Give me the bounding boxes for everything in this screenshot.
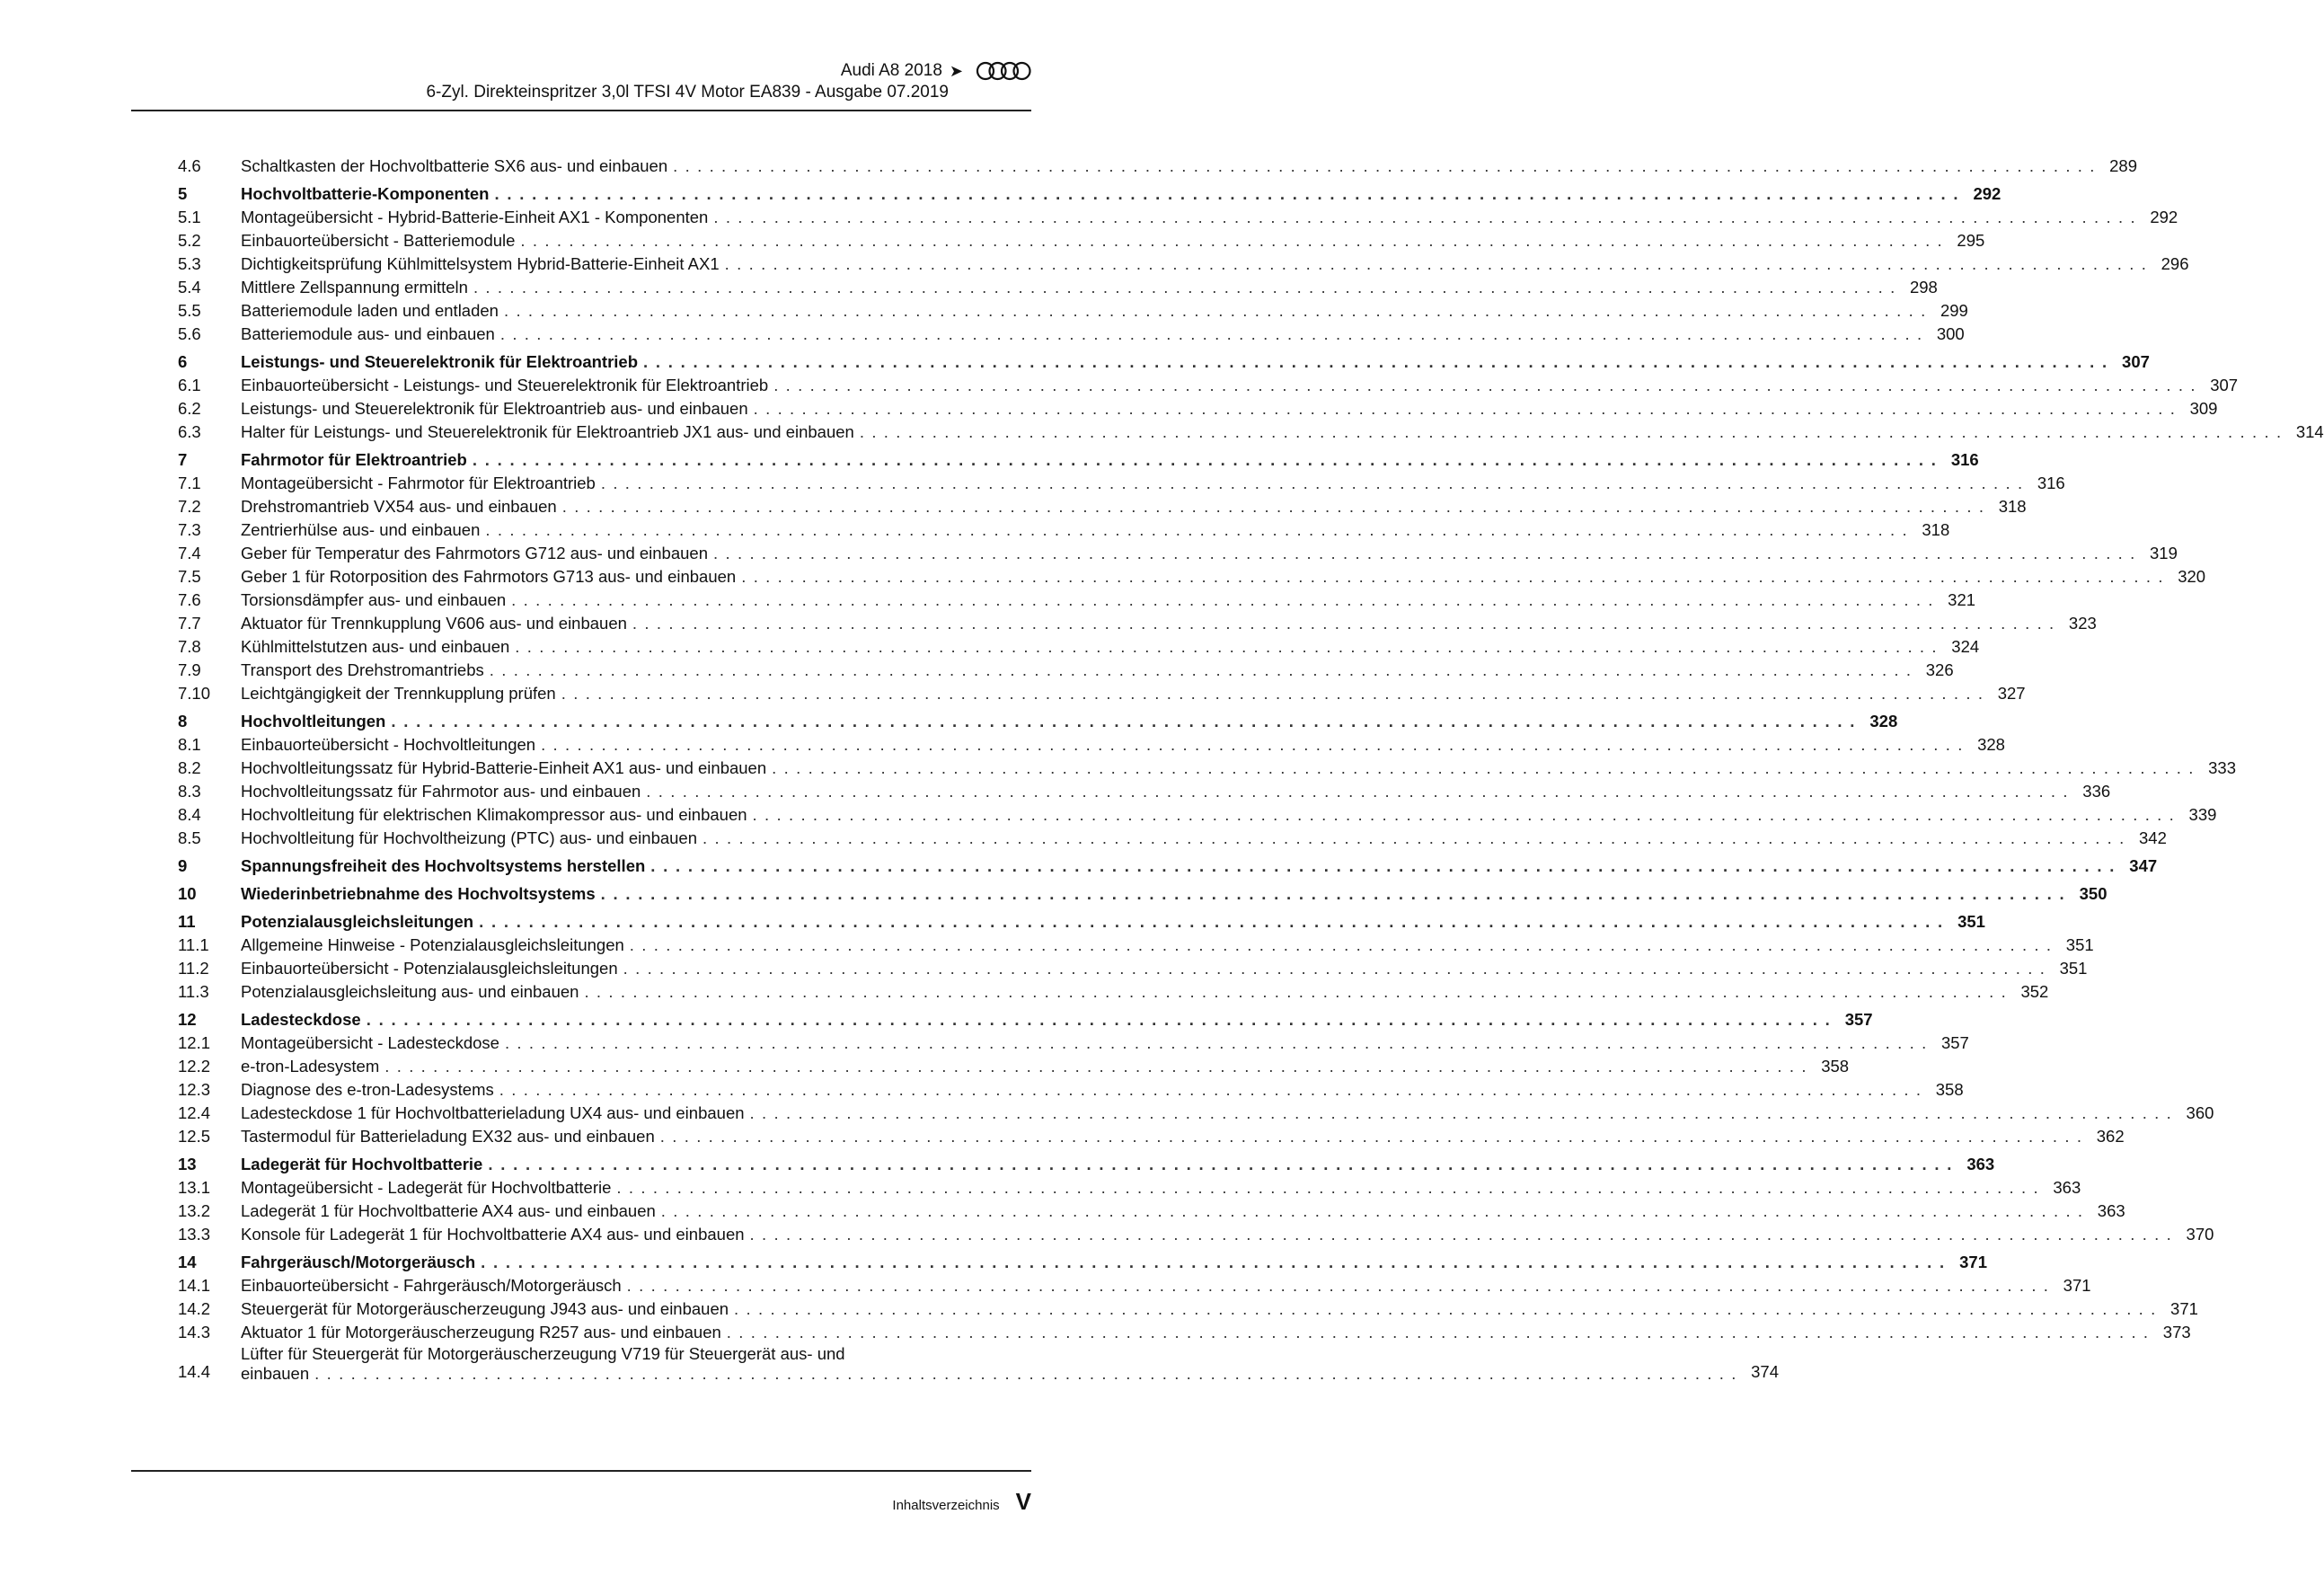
dot-leader — [499, 299, 1932, 323]
toc-entry-row[interactable] — [178, 1031, 1969, 1055]
toc-entry-page: 374 — [1751, 1362, 1780, 1381]
toc-entry-number: 6.3 — [178, 422, 201, 441]
toc-entry-title: Geber 1 für Rotorposition des Fahrmotors G713 aus- und einbauen — [241, 567, 737, 586]
toc-entry-row[interactable] — [178, 827, 2167, 850]
toc-entry-page: 307 — [2210, 376, 2239, 394]
toc-entry-page: 336 — [2082, 782, 2111, 801]
toc-entry-row[interactable] — [178, 934, 2094, 957]
toc-entry-row[interactable] — [178, 682, 2026, 705]
dot-leader — [535, 733, 1969, 757]
toc-entry-number: 10 — [178, 884, 197, 903]
dot-leader — [309, 1364, 1743, 1384]
toc-entry-page: 316 — [2037, 474, 2065, 492]
page-header — [426, 59, 1031, 104]
toc-entry-title: Hochvoltleitung für Hochvoltheizung (PTC) aus- und einbauen — [241, 828, 698, 847]
toc-entry-number: 12 — [178, 1010, 197, 1029]
toc-entry-number: 14.4 — [178, 1362, 211, 1381]
dot-leader — [656, 1200, 2090, 1223]
dot-leader — [697, 827, 2131, 850]
toc-entry-page: 298 — [1909, 278, 1938, 297]
toc-entry-number: 13.2 — [178, 1201, 211, 1220]
toc-entry-number: 12.3 — [178, 1080, 211, 1099]
toc-chapter-row[interactable] — [178, 854, 2158, 878]
toc-entry-page: 324 — [1951, 637, 1980, 656]
toc-entry-number: 12.4 — [178, 1103, 211, 1122]
dot-leader — [721, 1321, 2155, 1344]
toc-chapter-row[interactable] — [178, 1251, 1987, 1274]
toc-entry-page: 358 — [1935, 1080, 1964, 1099]
toc-entry-title: Halter für Leistungs- und Steuerelektronik für Elektroantrieb JX1 aus- und einbauen — [241, 422, 854, 441]
toc-entry-page: 370 — [2186, 1225, 2214, 1244]
toc-entry-page: 292 — [2150, 208, 2178, 226]
dot-leader — [475, 1251, 1951, 1274]
dot-leader — [729, 1297, 2162, 1321]
toc-entry-page: 328 — [1977, 735, 2005, 754]
toc-entry-title-continued: einbauen — [241, 1364, 310, 1383]
dot-leader — [489, 182, 1965, 206]
dot-leader — [473, 910, 1949, 934]
toc-entry-page: 350 — [2079, 884, 2108, 903]
footer-divider — [131, 1470, 1031, 1472]
dot-leader — [618, 957, 2052, 980]
toc-entry-page: 362 — [2096, 1127, 2125, 1146]
dot-leader — [854, 421, 2288, 444]
toc-entry-title: Hochvoltleitung für elektrischen Klimakompressor aus- und einbauen — [241, 805, 747, 824]
toc-entry-row[interactable] — [178, 1274, 2091, 1297]
toc-entry-title: Leistungs- und Steuerelektronik für Elektroantrieb — [241, 352, 639, 371]
toc-entry-title: Einbauorteübersicht - Potenzialausgleichsleitungen — [241, 959, 618, 978]
toc-entry-page: 360 — [2186, 1103, 2214, 1122]
toc-entry-page: 363 — [2097, 1201, 2125, 1220]
toc-entry-number: 11.2 — [178, 959, 209, 978]
toc-entry-row[interactable] — [178, 1176, 2081, 1200]
toc-chapter-row[interactable] — [178, 350, 2150, 374]
toc-entry-row[interactable] — [178, 659, 1954, 682]
toc-entry-number: 7.7 — [178, 614, 201, 633]
toc-entry-number: 5.5 — [178, 301, 201, 320]
toc-entry-row[interactable] — [178, 1125, 2125, 1148]
dot-leader — [506, 589, 1940, 612]
dot-leader — [624, 934, 2058, 957]
toc-entry-title: Ladesteckdose 1 für Hochvoltbatterieladung UX4 aus- und einbauen — [241, 1103, 745, 1122]
dot-leader — [667, 155, 2101, 178]
toc-entry-title: Einbauorteübersicht - Hochvoltleitungen — [241, 735, 536, 754]
toc-entry-title: Ladegerät 1 für Hochvoltbatterie AX4 aus- und einbauen — [241, 1201, 656, 1220]
toc-entry-title: Hochvoltleitungssatz für Hybrid-Batterie-Einheit AX1 aus- und einbauen — [241, 758, 767, 777]
toc-entry-title: Spannungsfreiheit des Hochvoltsystems herstellen — [241, 856, 646, 875]
toc-entry-page: 347 — [2129, 856, 2158, 875]
dot-leader — [509, 635, 1943, 659]
toc-entry-page: 289 — [2109, 156, 2138, 175]
toc-entry-row[interactable] — [178, 472, 2065, 495]
toc-entry-row[interactable] — [178, 1321, 2191, 1344]
dot-leader — [596, 472, 2029, 495]
toc-entry-title: Batteriemodule aus- und einbauen — [241, 324, 495, 343]
toc-entry-row[interactable] — [178, 299, 1968, 323]
dot-leader — [579, 980, 2012, 1004]
toc-entry-number: 12.2 — [178, 1057, 211, 1076]
toc-entry-number: 14.2 — [178, 1299, 211, 1318]
toc-entry-title: Fahrgeräusch/Motorgeräusch — [241, 1253, 476, 1271]
dot-leader — [467, 448, 1943, 472]
toc-entry-row[interactable] — [178, 542, 2178, 565]
toc-entry-page: 351 — [1957, 912, 1985, 931]
toc-entry-row[interactable] — [178, 757, 2237, 780]
toc-entry-row[interactable] — [178, 612, 2097, 635]
toc-entry-title: Steuergerät für Motorgeräuscherzeugung J943 aus- und einbauen — [241, 1299, 729, 1318]
header-subtitle: 6-Zyl. Direkteinspritzer 3,0l TFSI 4V Motor EA839 - Ausgabe 07.2019 — [426, 83, 949, 102]
toc-chapter-row[interactable] — [178, 710, 1898, 733]
toc-entry-row[interactable] — [178, 1102, 2214, 1125]
toc-entry-page: 357 — [1844, 1010, 1873, 1029]
toc-entry-row[interactable] — [178, 1055, 1850, 1078]
toc-entry-page: 342 — [2139, 828, 2167, 847]
dot-leader — [745, 1102, 2178, 1125]
toc-entry-number: 11.1 — [178, 935, 209, 954]
toc-entry-row[interactable] — [178, 980, 2049, 1004]
toc-entry-title: Ladesteckdose — [241, 1010, 361, 1029]
toc-entry-title: Montageübersicht - Ladegerät für Hochvoltbatterie — [241, 1178, 612, 1197]
toc-entry-number: 5.4 — [178, 278, 201, 297]
table-of-contents — [178, 155, 2324, 1384]
toc-entry-title: Geber für Temperatur des Fahrmotors G712 aus- und einbauen — [241, 544, 709, 562]
dot-leader — [645, 854, 2121, 878]
dot-leader — [495, 323, 1929, 346]
dot-leader — [468, 276, 1902, 299]
toc-entry-number: 5.6 — [178, 324, 201, 343]
section-label: Inhaltsverzeichnis — [892, 1498, 1000, 1513]
dot-leader — [499, 1031, 1933, 1055]
toc-entry-page: 373 — [2162, 1323, 2191, 1341]
toc-entry-title: Zentrierhülse aus- und einbauen — [241, 520, 481, 539]
header-line-model — [426, 59, 1031, 83]
toc-entry-number: 7.9 — [178, 660, 201, 679]
toc-entry-number: 7.1 — [178, 474, 201, 492]
toc-entry-number: 8.1 — [178, 735, 201, 754]
toc-entry-title: Lüfter für Steuergerät für Motorgeräuscherzeugung V719 für Steuergerät aus- und — [241, 1344, 845, 1363]
toc-entry-title: Wiederinbetriebnahme des Hochvoltsystems — [241, 884, 596, 903]
toc-entry-title: Tastermodul für Batterieladung EX32 aus- und einbauen — [241, 1127, 655, 1146]
dot-leader — [515, 229, 1948, 252]
toc-entry-page: 296 — [2161, 254, 2189, 273]
toc-entry-page: 300 — [1936, 324, 1965, 343]
toc-entry-page: 371 — [1959, 1253, 1987, 1271]
toc-entry-page: 339 — [2188, 805, 2217, 824]
toc-entry-number: 7.5 — [178, 567, 201, 586]
toc-entry-row[interactable] — [178, 206, 2178, 229]
toc-entry-page: 371 — [2063, 1276, 2091, 1295]
toc-entry-number: 8.3 — [178, 782, 201, 801]
toc-entry-number: 5.2 — [178, 231, 201, 250]
toc-entry-title: Hochvoltbatterie-Komponenten — [241, 184, 490, 203]
toc-entry-title: Montageübersicht - Hybrid-Batterie-Einheit AX1 - Komponenten — [241, 208, 709, 226]
dot-leader — [480, 518, 1913, 542]
toc-entry-title: Potenzialausgleichsleitung aus- und einbauen — [241, 982, 579, 1001]
toc-entry-page: 326 — [1925, 660, 1954, 679]
toc-entry-number: 6.2 — [178, 399, 201, 418]
toc-entry-number: 5.1 — [178, 208, 201, 226]
toc-entry-page: 314 — [2295, 422, 2324, 441]
header-divider — [131, 110, 1031, 111]
dot-leader — [622, 1274, 2055, 1297]
toc-entry-row[interactable] — [178, 957, 2088, 980]
toc-entry-title: Fahrmotor für Elektroantrieb — [241, 450, 467, 469]
toc-entry-number: 7.6 — [178, 590, 201, 609]
toc-entry-number: 12.1 — [178, 1033, 211, 1052]
toc-entry-page: 318 — [1998, 497, 2027, 516]
toc-entry-row[interactable] — [178, 1078, 1964, 1102]
toc-entry-title: Aktuator für Trennkupplung V606 aus- und einbauen — [241, 614, 627, 633]
toc-entry-number: 7.3 — [178, 520, 201, 539]
toc-entry-number: 5 — [178, 184, 188, 203]
toc-chapter-row[interactable] — [178, 1008, 1873, 1031]
dot-leader — [556, 682, 1990, 705]
toc-entry-page: 351 — [2059, 959, 2088, 978]
toc-entry-number: 6 — [178, 352, 188, 371]
toc-entry-page: 363 — [2053, 1178, 2081, 1197]
toc-chapter-row[interactable] — [178, 910, 1985, 934]
toc-entry-title: Hochvoltleitungssatz für Fahrmotor aus- und einbauen — [241, 782, 641, 801]
toc-entry-title: Leistungs- und Steuerelektronik für Elektroantrieb aus- und einbauen — [241, 399, 748, 418]
toc-entry-number: 6.1 — [178, 376, 201, 394]
toc-entry-page: 323 — [2068, 614, 2097, 633]
dot-leader — [747, 803, 2181, 827]
toc-entry-number: 14.3 — [178, 1323, 211, 1341]
toc-entry-number: 12.5 — [178, 1127, 211, 1146]
toc-entry-number: 8.4 — [178, 805, 201, 824]
toc-entry-page: 295 — [1957, 231, 1985, 250]
toc-entry-number: 4.6 — [178, 156, 201, 175]
dot-leader — [627, 612, 2061, 635]
toc-entry-number: 7.10 — [178, 684, 211, 703]
dot-leader — [611, 1176, 2045, 1200]
toc-entry-number: 9 — [178, 856, 188, 875]
toc-entry-row[interactable] — [178, 1223, 2214, 1246]
toc-entry-page: 351 — [2065, 935, 2094, 954]
toc-entry-title: Einbauorteübersicht - Batteriemodule — [241, 231, 516, 250]
toc-entry-title: Montageübersicht - Ladesteckdose — [241, 1033, 499, 1052]
toc-entry-row[interactable] — [178, 518, 1950, 542]
toc-entry-page: 358 — [1821, 1057, 1850, 1076]
toc-entry-row[interactable] — [178, 252, 2189, 276]
dot-leader — [385, 710, 1861, 733]
toc-entry-row[interactable] — [178, 397, 2218, 421]
toc-entry-title: e-tron-Ladesystem — [241, 1057, 380, 1076]
dot-leader — [638, 350, 2114, 374]
dot-leader — [361, 1008, 1837, 1031]
toc-entry-page: 319 — [2150, 544, 2178, 562]
toc-chapter-row[interactable] — [178, 182, 2001, 206]
toc-entry-number: 8.5 — [178, 828, 201, 847]
dot-leader — [745, 1223, 2178, 1246]
toc-entry-title: Dichtigkeitsprüfung Kühlmittelsystem Hybrid-Batterie-Einheit AX1 — [241, 254, 720, 273]
dot-leader — [708, 542, 2142, 565]
toc-entry-number: 7 — [178, 450, 188, 469]
toc-chapter-row[interactable] — [178, 1153, 1995, 1176]
page-footer — [892, 1488, 1031, 1516]
dot-leader — [596, 882, 2072, 906]
dot-leader — [736, 565, 2169, 589]
toc-entry-number: 11.3 — [178, 982, 209, 1001]
dot-leader — [655, 1125, 2089, 1148]
toc-entry-number: 8 — [178, 712, 188, 730]
toc-entry-title: Allgemeine Hinweise - Potenzialausgleichsleitungen — [241, 935, 624, 954]
toc-entry-number: 13.3 — [178, 1225, 211, 1244]
toc-entry-title: Leichtgängigkeit der Trennkupplung prüfen — [241, 684, 556, 703]
dot-leader — [379, 1055, 1813, 1078]
toc-entry-row[interactable] — [178, 155, 2138, 178]
dot-leader — [720, 252, 2153, 276]
toc-entry-number: 7.2 — [178, 497, 201, 516]
toc-entry-row[interactable] — [178, 1344, 1780, 1384]
toc-entry-number: 7.8 — [178, 637, 201, 656]
toc-entry-page: 357 — [1940, 1033, 1969, 1052]
toc-entry-page: 299 — [1940, 301, 1968, 320]
toc-entry-title: Konsole für Ladegerät 1 für Hochvoltbatterie AX4 aus- und einbauen — [241, 1225, 745, 1244]
toc-entry-page: 321 — [1948, 590, 1976, 609]
toc-entry-title: Einbauorteübersicht - Leistungs- und Steuerelektronik für Elektroantrieb — [241, 376, 769, 394]
toc-entry-page: 320 — [2178, 567, 2206, 586]
toc-entry-number: 11 — [178, 912, 196, 931]
dot-leader — [482, 1153, 1958, 1176]
toc-entry-title: Hochvoltleitungen — [241, 712, 386, 730]
dot-leader — [708, 206, 2142, 229]
audi-rings-icon — [976, 60, 1031, 82]
toc-entry-page: 307 — [2122, 352, 2150, 371]
toc-entry-page: 309 — [2189, 399, 2218, 418]
toc-entry-row[interactable] — [178, 495, 2027, 518]
dot-leader — [641, 780, 2074, 803]
toc-entry-title: Schaltkasten der Hochvoltbatterie SX6 aus- und einbauen — [241, 156, 668, 175]
toc-entry-page: 333 — [2208, 758, 2237, 777]
toc-entry-row[interactable] — [178, 1200, 2125, 1223]
toc-entry-page: 318 — [1922, 520, 1950, 539]
toc-entry-page: 327 — [1997, 684, 2026, 703]
toc-entry-row[interactable] — [178, 565, 2206, 589]
toc-entry-number: 13.1 — [178, 1178, 211, 1197]
toc-entry-page: 328 — [1869, 712, 1898, 730]
toc-entry-title: Aktuator 1 für Motorgeräuscherzeugung R257 aus- und einbauen — [241, 1323, 721, 1341]
toc-entry-title: Kühlmittelstutzen aus- und einbauen — [241, 637, 510, 656]
toc-entry-title: Drehstromantrieb VX54 aus- und einbauen — [241, 497, 557, 516]
toc-entry-row[interactable] — [178, 733, 2005, 757]
dot-leader — [557, 495, 1991, 518]
toc-entry-page: 292 — [1973, 184, 2001, 203]
model-title: Audi A8 2018 — [840, 61, 942, 80]
toc-entry-title: Potenzialausgleichsleitungen — [241, 912, 474, 931]
toc-entry-page: 363 — [1966, 1155, 1995, 1173]
toc-entry-row[interactable] — [178, 323, 1965, 346]
toc-chapter-row[interactable] — [178, 448, 1979, 472]
toc-entry-title: Einbauorteübersicht - Fahrgeräusch/Motorgeräusch — [241, 1276, 622, 1295]
toc-entry-title: Ladegerät für Hochvoltbatterie — [241, 1155, 483, 1173]
page-number: V — [1015, 1488, 1031, 1515]
toc-entry-row[interactable] — [178, 276, 1938, 299]
dot-leader — [494, 1078, 1928, 1102]
toc-entry-number: 13 — [178, 1155, 197, 1173]
toc-entry-title: Batteriemodule laden und entladen — [241, 301, 499, 320]
toc-entry-page: 352 — [2020, 982, 2049, 1001]
dot-leader — [768, 374, 2202, 397]
toc-entry-title: Transport des Drehstromantriebs — [241, 660, 484, 679]
toc-entry-title: Montageübersicht - Fahrmotor für Elektroantrieb — [241, 474, 596, 492]
dot-leader — [766, 757, 2200, 780]
toc-entry-page: 371 — [2170, 1299, 2198, 1318]
toc-entry-row[interactable] — [178, 635, 1980, 659]
toc-entry-row[interactable] — [178, 589, 1976, 612]
toc-entry-number: 14.1 — [178, 1276, 211, 1295]
toc-chapter-row[interactable] — [178, 882, 2108, 906]
toc-entry-row[interactable] — [178, 374, 2239, 397]
toc-entry-row[interactable] — [178, 421, 2324, 444]
toc-entry-row[interactable] — [178, 803, 2217, 827]
toc-entry-number: 5.3 — [178, 254, 201, 273]
toc-entry-number: 8.2 — [178, 758, 201, 777]
toc-entry-page: 316 — [1950, 450, 1979, 469]
toc-entry-row[interactable] — [178, 229, 1985, 252]
toc-entry-title: Mittlere Zellspannung ermitteln — [241, 278, 468, 297]
toc-entry-row[interactable] — [178, 780, 2111, 803]
arrow-right-icon: ➤ — [949, 62, 963, 80]
dot-leader — [484, 659, 1918, 682]
toc-entry-row[interactable] — [178, 1297, 2198, 1321]
toc-entry-title: Torsionsdämpfer aus- und einbauen — [241, 590, 507, 609]
toc-entry-number: 7.4 — [178, 544, 201, 562]
dot-leader — [748, 397, 2182, 421]
toc-entry-number: 14 — [178, 1253, 197, 1271]
toc-entry-title: Diagnose des e-tron-Ladesystems — [241, 1080, 494, 1099]
